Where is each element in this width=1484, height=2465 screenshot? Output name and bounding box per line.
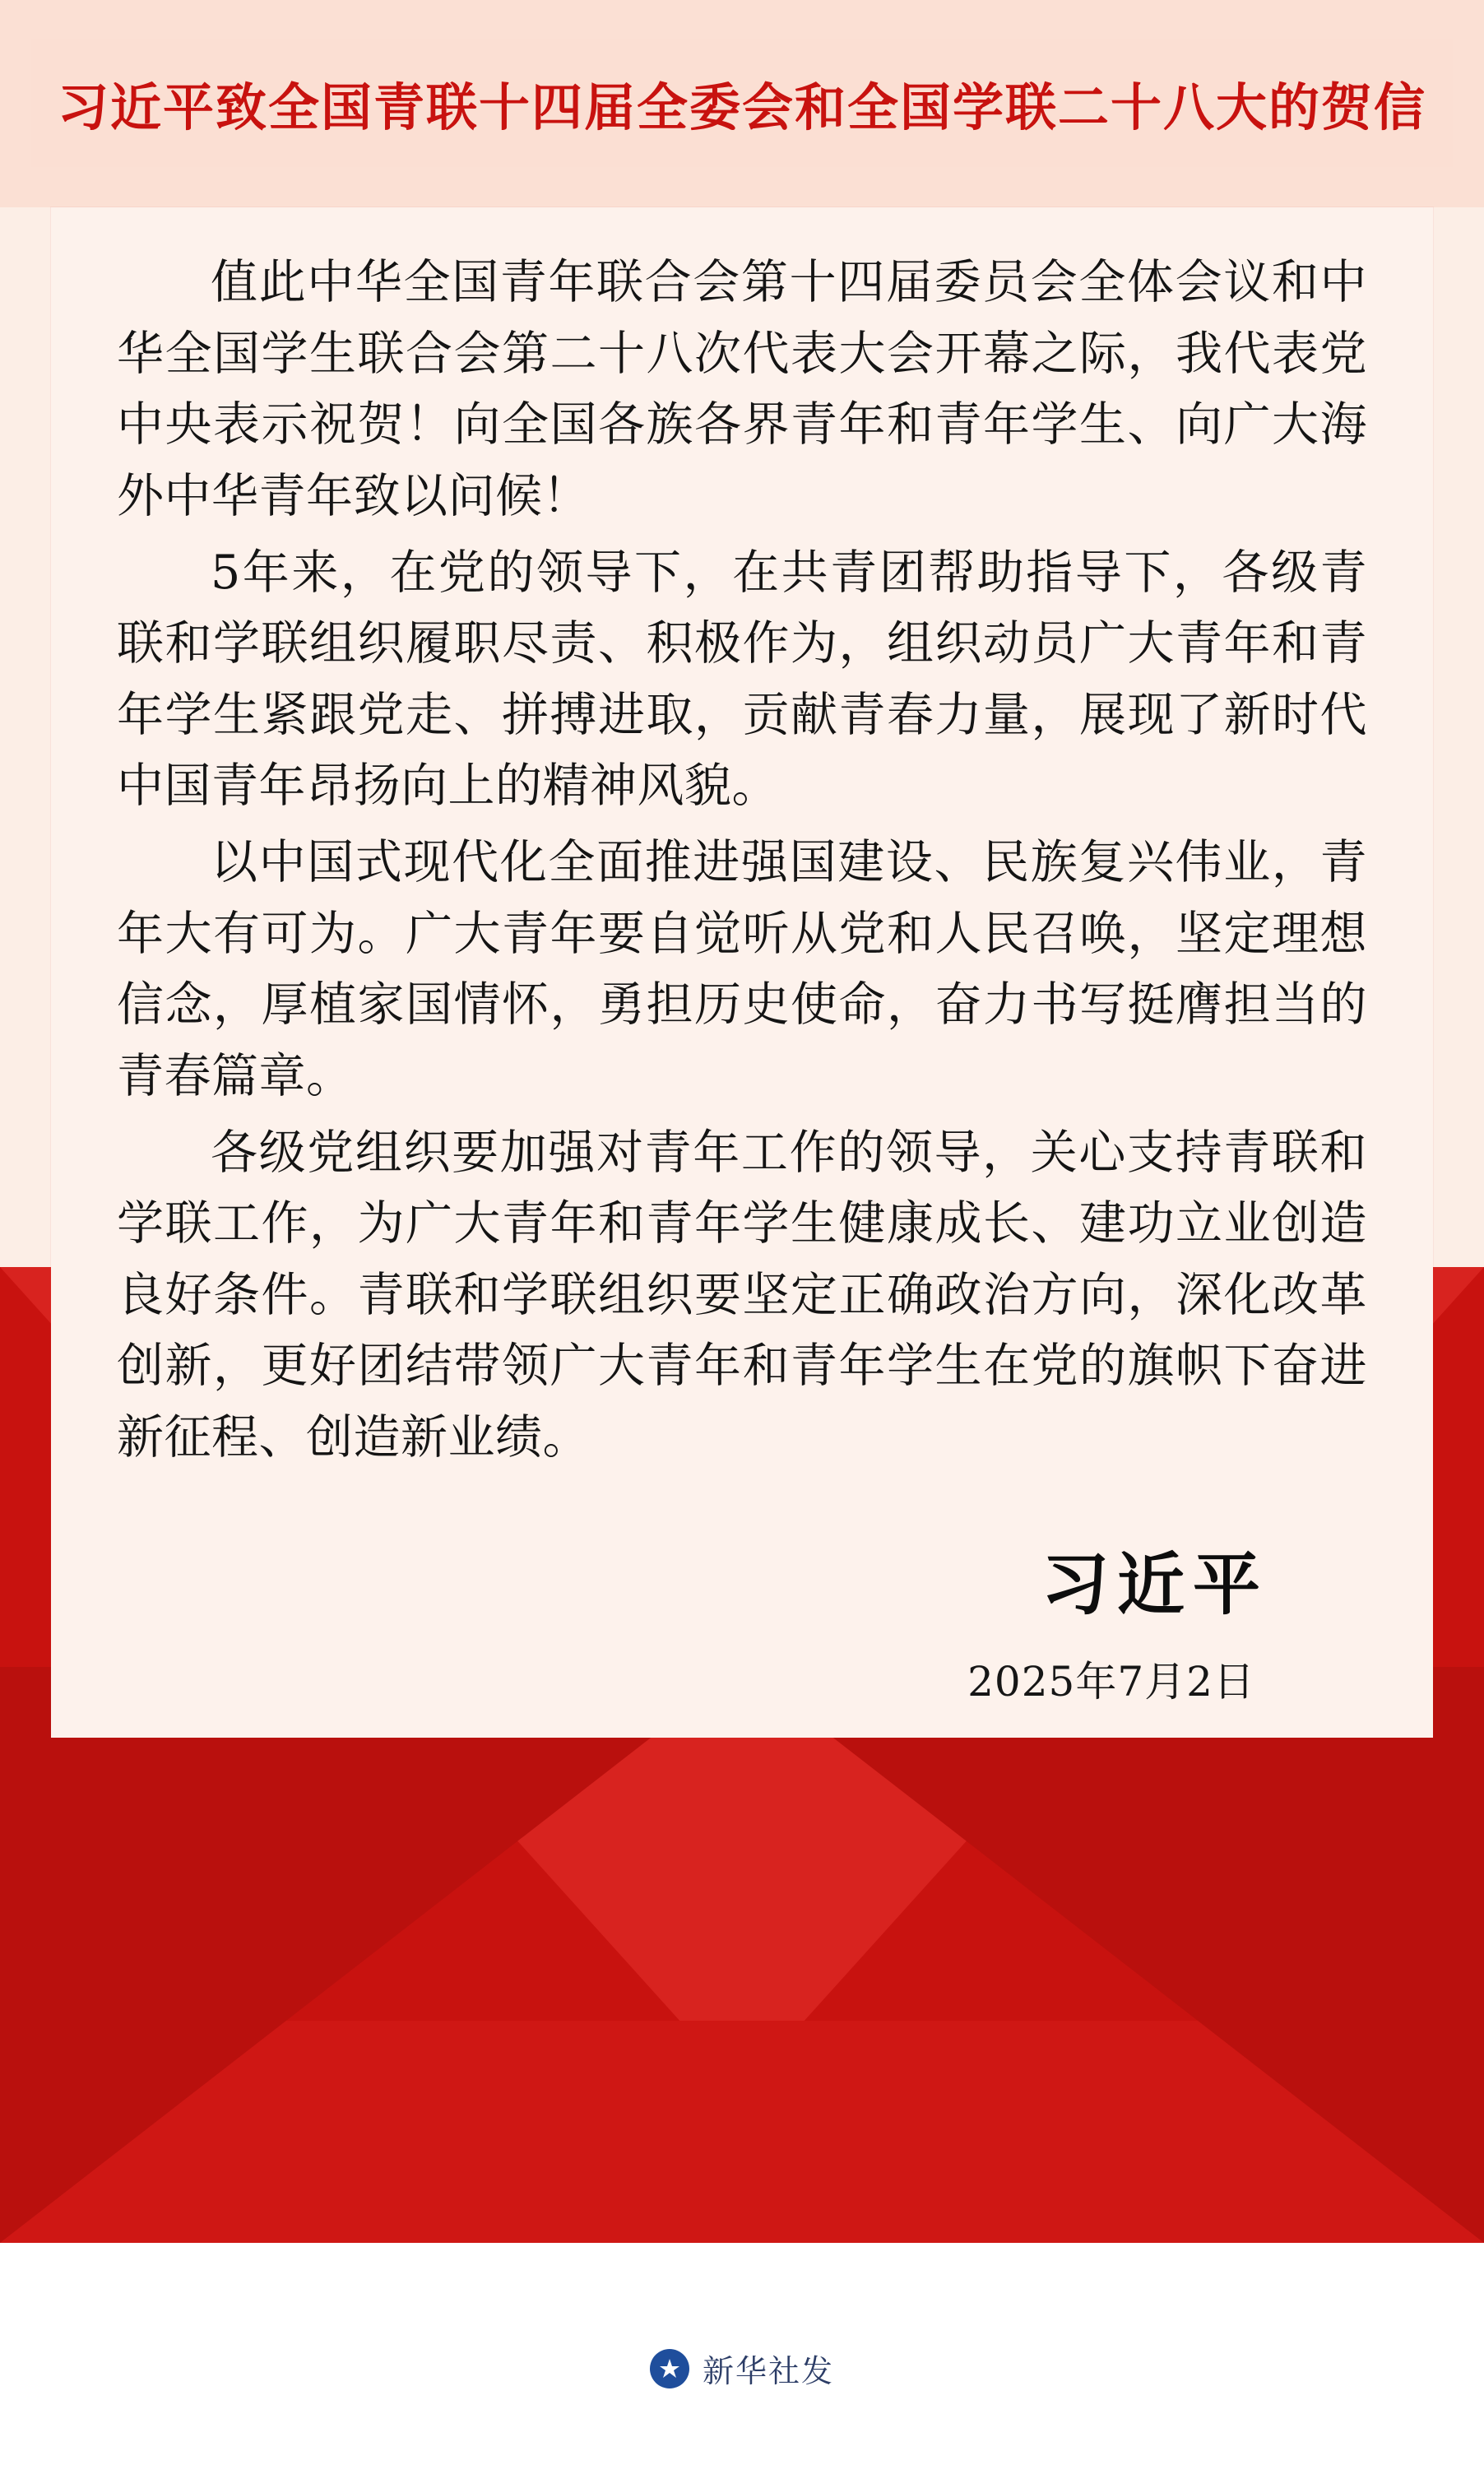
signature-name: 习近平 bbox=[1041, 1544, 1268, 1624]
letter-body bbox=[117, 247, 1367, 1708]
letter-paragraph: 各级党组织要加强对青年工作的领导，关心支持青联和学联工作，为广大青年和青年学生健康成长、建功立业创造良好条件。青联和学联组织要坚定正确政治方向，深化改革创新，更好团结带领广大青年和青年学生在党的旗帜下奋进新征程、创造新业绩。 bbox=[117, 1125, 1367, 1465]
letter-paragraph: 以中国式现代化全面推进强国建设、民族复兴伟业，青年大有可为。广大青年要自觉听从党和人民召唤，坚定理想信念，厚植家国情怀，勇担历史使命，奋力书写挺膺担当的青春篇章。 bbox=[117, 835, 1367, 1103]
envelope-lower-right bbox=[742, 1667, 1484, 2243]
signature-block bbox=[117, 1531, 1367, 1708]
signature-date: 2025年7月2日 bbox=[967, 1657, 1255, 1706]
xinhua-logo-icon bbox=[650, 2349, 689, 2388]
letter-paragraph: 5年来，在党的领导下，在共青团帮助指导下，各级青联和学联组织履职尽责、积极作为，组织动员广大青年和青年学生紧跟党走、拼搏进取，贡献青春力量，展现了新时代中国青年昂扬向上的精神风貌。 bbox=[117, 545, 1367, 814]
footer-credit bbox=[0, 2346, 1484, 2391]
envelope-lower-left bbox=[0, 1667, 742, 2243]
footer-credit-label: 新华社发 bbox=[702, 2353, 834, 2389]
header-banner bbox=[31, 39, 1453, 167]
letter-card bbox=[51, 207, 1433, 1738]
letter-paragraph: 值此中华全国青年联合会第十四届委员会全体会议和中华全国学生联合会第二十八次代表大会开幕之际，我代表党中央表示祝贺！向全国各族各界青年和青年学生、向广大海外中华青年致以问候！ bbox=[117, 255, 1367, 523]
page-title: 习近平致全国青联十四届全委会和全国学联二十八大的贺信 bbox=[57, 77, 1426, 137]
